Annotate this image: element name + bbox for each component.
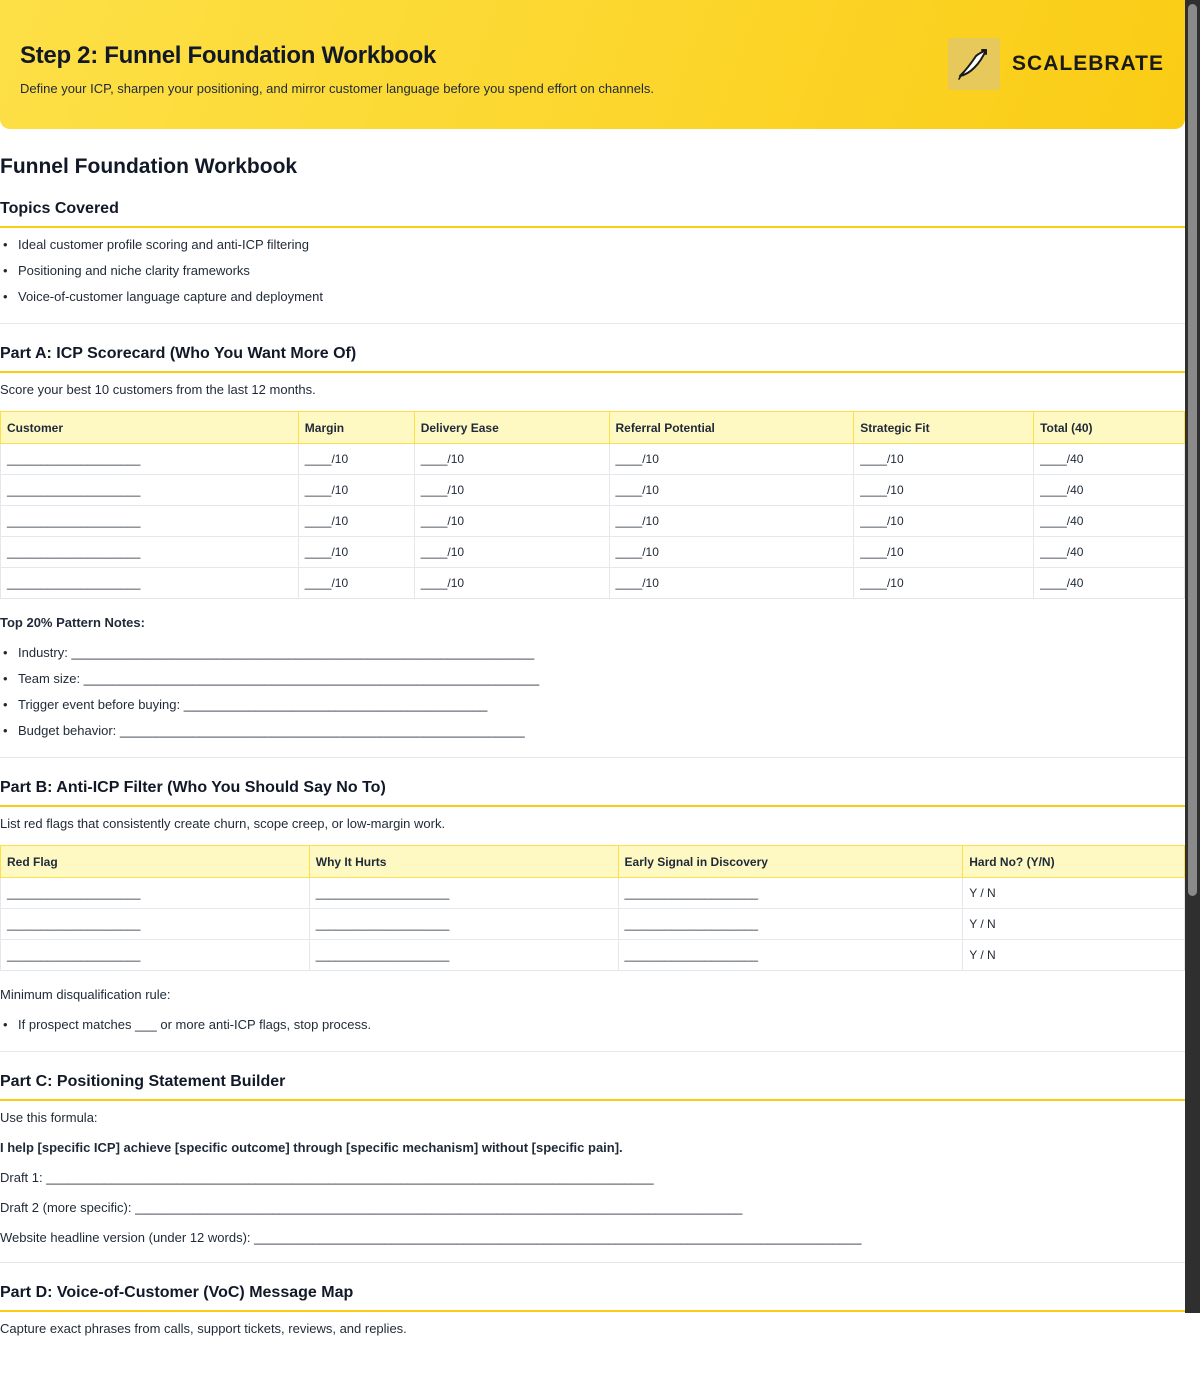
column-header: Red Flag — [1, 846, 310, 878]
hero-banner — [0, 0, 1185, 129]
column-header: Margin — [298, 412, 414, 444]
referral-score-blank[interactable]: ____/10 — [609, 568, 854, 599]
customer-blank[interactable]: ____________________ — [1, 506, 299, 537]
workbook-content — [0, 155, 1185, 1337]
column-header: Why It Hurts — [309, 846, 618, 878]
page-subtitle: Define your ICP, sharpen your positioning, and mirror customer language before you spend effort on channels. — [20, 81, 655, 96]
column-header: Delivery Ease — [414, 412, 609, 444]
strategic-score-blank[interactable]: ____/10 — [854, 568, 1034, 599]
red-flag-blank[interactable]: ____________________ — [1, 909, 310, 940]
early-signal-blank[interactable]: ____________________ — [618, 878, 963, 909]
part-a-title: Part A: ICP Scorecard (Who You Want More Of) — [0, 344, 1185, 373]
table-row — [1, 878, 1185, 909]
margin-score-blank[interactable]: ____/10 — [298, 506, 414, 537]
scrollbar-thumb[interactable] — [1188, 4, 1197, 896]
strategic-score-blank[interactable]: ____/10 — [854, 475, 1034, 506]
red-flag-blank[interactable]: ____________________ — [1, 940, 310, 971]
list-item: • Positioning and niche clarity frameworks — [0, 263, 1185, 279]
total-score-blank[interactable]: ____/40 — [1034, 537, 1185, 568]
part-c-section — [0, 1072, 1185, 1263]
positioning-formula: I help [specific ICP] achieve [specific outcome] through [specific mechanism] without [specific pain]. — [0, 1140, 623, 1155]
delivery-score-blank[interactable]: ____/10 — [414, 475, 609, 506]
column-header: Total (40) — [1034, 412, 1185, 444]
delivery-score-blank[interactable]: ____/10 — [414, 444, 609, 475]
table-row — [1, 444, 1185, 475]
part-a-section — [0, 344, 1185, 758]
brand — [948, 38, 1164, 90]
table-row — [1, 909, 1185, 940]
referral-score-blank[interactable]: ____/10 — [609, 506, 854, 537]
column-header: Referral Potential — [609, 412, 854, 444]
referral-score-blank[interactable]: ____/10 — [609, 537, 854, 568]
pattern-notes-list — [0, 645, 1185, 739]
table-row — [1, 568, 1185, 599]
topics-list — [0, 237, 1185, 305]
part-d-title: Part D: Voice-of-Customer (VoC) Message Map — [0, 1283, 1185, 1312]
margin-score-blank[interactable]: ____/10 — [298, 475, 414, 506]
list-item[interactable]: • Team size: _______________________________________________________________ — [0, 671, 1185, 687]
anti-icp-table — [0, 845, 1185, 971]
rocket-launch-icon — [948, 38, 1000, 90]
list-item: • Ideal customer profile scoring and anti-ICP filtering — [0, 237, 1185, 253]
customer-blank[interactable]: ____________________ — [1, 537, 299, 568]
vertical-scrollbar[interactable] — [1185, 0, 1200, 1313]
page-title: Step 2: Funnel Foundation Workbook — [20, 42, 436, 69]
list-item[interactable]: • If prospect matches ___ or more anti-ICP flags, stop process. — [0, 1017, 1185, 1033]
part-b-title: Part B: Anti-ICP Filter (Who You Should Say No To) — [0, 778, 1185, 807]
strategic-score-blank[interactable]: ____/10 — [854, 444, 1034, 475]
delivery-score-blank[interactable]: ____/10 — [414, 506, 609, 537]
pattern-notes-title: Top 20% Pattern Notes: — [0, 615, 145, 630]
list-item[interactable]: • Industry: ________________________________________________________________ — [0, 645, 1185, 661]
document-title: Funnel Foundation Workbook — [0, 155, 298, 178]
part-c-title: Part C: Positioning Statement Builder — [0, 1072, 1185, 1101]
hard-no-choice[interactable]: Y / N — [963, 940, 1185, 971]
margin-score-blank[interactable]: ____/10 — [298, 568, 414, 599]
list-item[interactable]: • Trigger event before buying: __________________________________________ — [0, 697, 1185, 713]
column-header: Hard No? (Y/N) — [963, 846, 1185, 878]
table-header-row — [1, 846, 1185, 878]
part-c-intro: Use this formula: — [0, 1110, 98, 1125]
customer-blank[interactable]: ____________________ — [1, 444, 299, 475]
early-signal-blank[interactable]: ____________________ — [618, 909, 963, 940]
part-d-intro: Capture exact phrases from calls, support tickets, reviews, and replies. — [0, 1321, 407, 1336]
total-score-blank[interactable]: ____/40 — [1034, 444, 1185, 475]
topics-section — [0, 199, 1185, 324]
margin-score-blank[interactable]: ____/10 — [298, 537, 414, 568]
part-d-section — [0, 1283, 1185, 1337]
why-hurts-blank[interactable]: ____________________ — [309, 909, 618, 940]
topics-title: Topics Covered — [0, 199, 1185, 228]
hard-no-choice[interactable]: Y / N — [963, 878, 1185, 909]
delivery-score-blank[interactable]: ____/10 — [414, 537, 609, 568]
early-signal-blank[interactable]: ____________________ — [618, 940, 963, 971]
total-score-blank[interactable]: ____/40 — [1034, 568, 1185, 599]
delivery-score-blank[interactable]: ____/10 — [414, 568, 609, 599]
disqualification-rule-list — [0, 1017, 1185, 1033]
draft-1-field[interactable]: Draft 1: ____________________________________________________________________________________ — [0, 1170, 654, 1185]
headline-field[interactable]: Website headline version (under 12 words): ____________________________________________________________________________________ — [0, 1230, 862, 1245]
list-item[interactable]: • Budget behavior: ________________________________________________________ — [0, 723, 1185, 739]
table-row — [1, 506, 1185, 537]
total-score-blank[interactable]: ____/40 — [1034, 506, 1185, 537]
part-b-intro: List red flags that consistently create churn, scope creep, or low-margin work. — [0, 816, 446, 831]
customer-blank[interactable]: ____________________ — [1, 475, 299, 506]
column-header: Early Signal in Discovery — [618, 846, 963, 878]
table-header-row — [1, 412, 1185, 444]
strategic-score-blank[interactable]: ____/10 — [854, 537, 1034, 568]
why-hurts-blank[interactable]: ____________________ — [309, 878, 618, 909]
part-b-section — [0, 778, 1185, 1052]
strategic-score-blank[interactable]: ____/10 — [854, 506, 1034, 537]
column-header: Strategic Fit — [854, 412, 1034, 444]
hard-no-choice[interactable]: Y / N — [963, 909, 1185, 940]
disqualification-rule-label: Minimum disqualification rule: — [0, 987, 171, 1002]
customer-blank[interactable]: ____________________ — [1, 568, 299, 599]
draft-2-field[interactable]: Draft 2 (more specific): ____________________________________________________________________________________ — [0, 1200, 743, 1215]
icp-scorecard-table — [0, 411, 1185, 599]
why-hurts-blank[interactable]: ____________________ — [309, 940, 618, 971]
list-item: • Voice-of-customer language capture and deployment — [0, 289, 1185, 305]
table-row — [1, 475, 1185, 506]
total-score-blank[interactable]: ____/40 — [1034, 475, 1185, 506]
table-row — [1, 537, 1185, 568]
margin-score-blank[interactable]: ____/10 — [298, 444, 414, 475]
brand-name: SCALEBRATE — [1012, 52, 1164, 75]
table-row — [1, 940, 1185, 971]
referral-score-blank[interactable]: ____/10 — [609, 475, 854, 506]
red-flag-blank[interactable]: ____________________ — [1, 878, 310, 909]
part-a-intro: Score your best 10 customers from the last 12 months. — [0, 382, 316, 397]
referral-score-blank[interactable]: ____/10 — [609, 444, 854, 475]
column-header: Customer — [1, 412, 299, 444]
